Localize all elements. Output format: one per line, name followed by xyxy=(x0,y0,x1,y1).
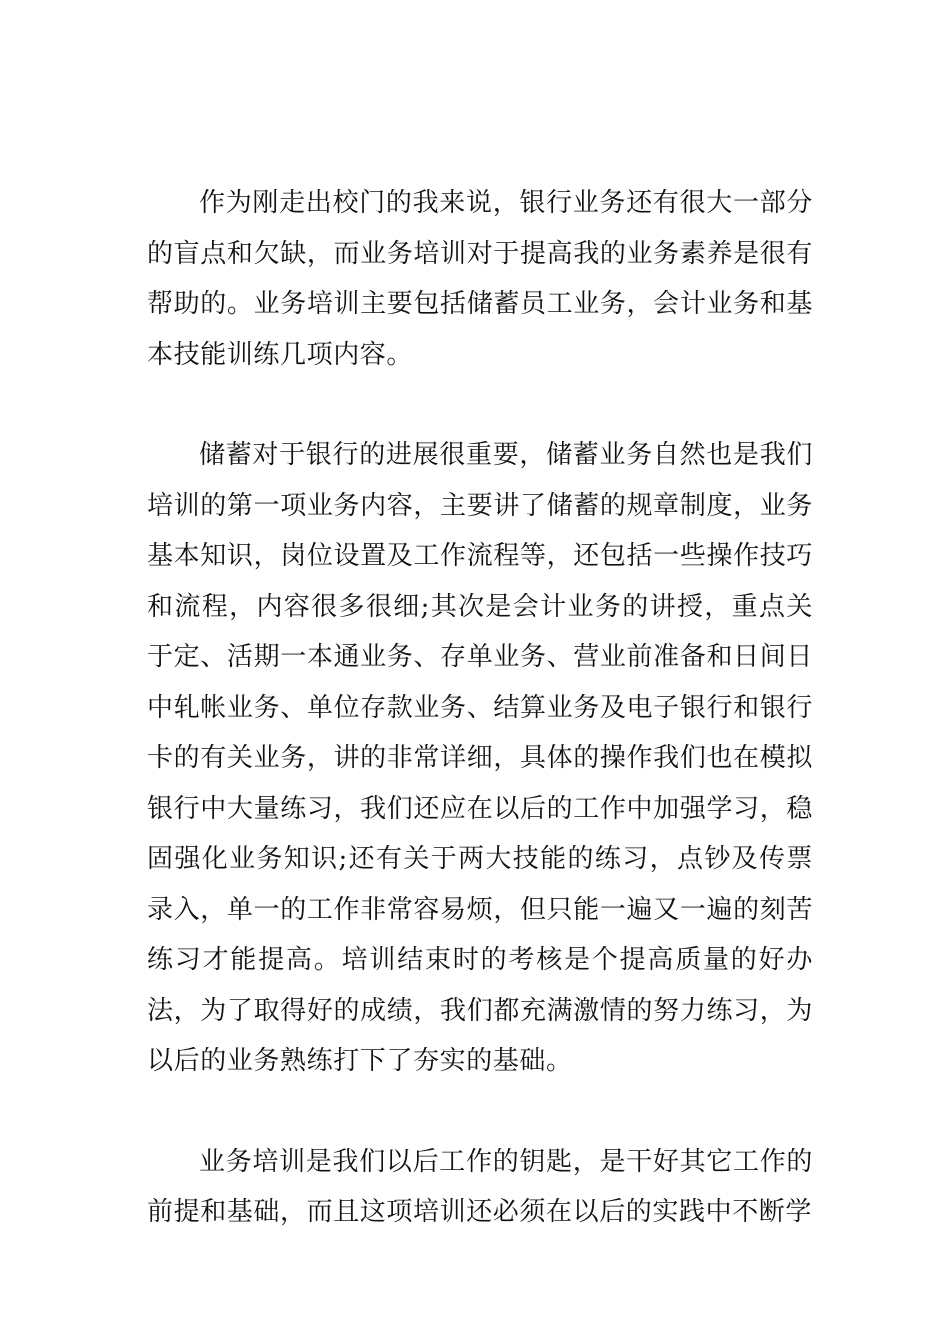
document-body xyxy=(147,178,813,1288)
paragraph-3: 业务培训是我们以后工作的钥匙，是干好其它工作的前提和基础，而且这项培训还必须在以后的实践中不断学 xyxy=(147,1146,813,1227)
paragraph-1: 作为刚走出校门的我来说，银行业务还有很大一部分的盲点和欠缺，而业务培训对于提高我的业务素养是很有帮助的。业务培训主要包括储蓄员工业务，会计业务和基本技能训练几项内容。 xyxy=(147,188,813,370)
paragraph-2: 储蓄对于银行的进展很重要，储蓄业务自然也是我们培训的第一项业务内容，主要讲了储蓄的规章制度，业务基本知识，岗位设置及工作流程等，还包括一些操作技巧和流程，内容很多很细;其次是会计业务的讲授，重点关于定、活期一本通业务、存单业务、营业前准备和日间日中轧帐业务、单位存款业务、结算业务及电子银行和银行卡的有关业务，讲的非常详细，具体的操作我们也在模拟银行中大量练习，我们还应在以后的工作中加强学习，稳固强化业务知识;还有关于两大技能的练习，点钞及传票录入，单一的工作非常容易烦，但只能一遍又一遍的刻苦练习才能提高。培训结束时的考核是个提高质量的好办法，为了取得好的成绩，我们都充满激情的努力练习，为以后的业务熟练打下了夯实的基础。 xyxy=(147,440,813,1076)
